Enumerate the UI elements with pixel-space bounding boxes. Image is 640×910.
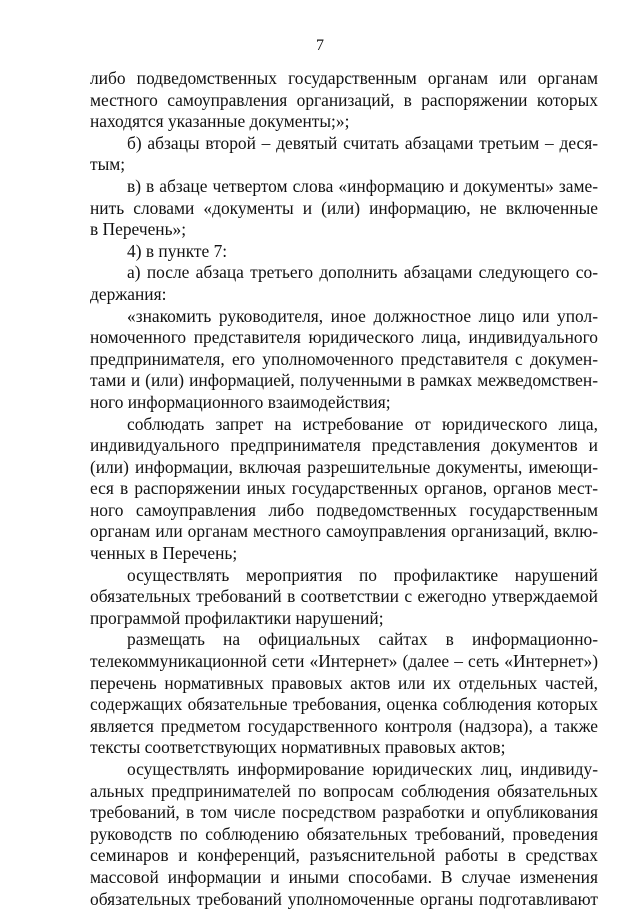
text-line: тексты соответствующих нормативных правовых актов;: [90, 737, 506, 758]
text-line: перечень нормативных правовых актов или их отдельных частей,: [90, 672, 598, 693]
text-line: либо подведомственных государственным органам или органам: [90, 68, 598, 88]
text-line: (или) информации, включая разрешительные документы, имеющи-: [90, 456, 598, 477]
text-line: является предметом государственного контроля (надзора), а также: [90, 715, 598, 736]
text-line: соблюдать запрет на истребование от юридического лица,: [127, 413, 598, 434]
text-line: телекоммуникационной сети «Интернет» (далее – сеть «Интернет»): [90, 651, 598, 672]
text-line: массовой информации и иными способами. В случае изменения: [90, 866, 598, 887]
text-line: альных предпринимателей по вопросам соблюдения обязательных: [90, 780, 598, 801]
text-line: ного информационного взаимодействия;: [90, 391, 391, 412]
text-line: семинаров и конференций, разъяснительной работы в средствах: [90, 845, 598, 866]
text-line: держания:: [90, 283, 167, 304]
text-line: еся в распоряжении иных государственных органов, органов мест-: [90, 478, 598, 499]
text-line: находятся указанные документы;»;: [90, 111, 350, 132]
text-line: органам или органам местного самоуправления организаций, вклю-: [90, 521, 598, 542]
text-line: нить словами «документы и (или) информацию, не включенные: [90, 197, 598, 218]
text-line: ченных в Перечень;: [90, 543, 238, 564]
text-line: б) абзацы второй – девятый считать абзацами третьим – деся-: [127, 132, 598, 153]
page-number: 7: [316, 37, 324, 54]
text-line: а) после абзаца третьего дополнить абзацами следующего со-: [127, 262, 598, 283]
text-line: тами и (или) информацией, полученными в рамках межведомствен-: [90, 370, 598, 391]
text-line: осуществлять информирование юридических лиц, индивиду-: [127, 759, 598, 779]
text-line: программой профилактики нарушений;: [90, 607, 384, 628]
text-line: обязательных требований в соответствии с ежегодно утверждаемой: [90, 586, 598, 607]
text-line: «знакомить руководителя, иное должностное лицо или упол-: [127, 305, 598, 326]
text-line: требований, в том числе посредством разработки и опубликования: [90, 802, 598, 823]
document-body: [90, 68, 598, 910]
text-line: осуществлять мероприятия по профилактике нарушений: [127, 564, 598, 585]
text-line: предпринимателя, его уполномоченного представителя с докумен-: [90, 348, 598, 369]
text-line: индивидуального предпринимателя представления документов и: [90, 435, 598, 456]
text-line: номоченного представителя юридического лица, индивидуального: [90, 327, 598, 348]
text-line: в Перечень»;: [90, 219, 187, 240]
text-line: в) в абзаце четвертом слова «информацию и документы» заме-: [127, 175, 598, 196]
text-line: размещать на официальных сайтах в информационно-: [127, 629, 598, 650]
text-line: обязательных требований уполномоченные органы подготавливают: [90, 888, 598, 909]
text-line: ного самоуправления либо подведомственных государственным: [90, 499, 598, 520]
text-line: 4) в пункте 7:: [127, 240, 228, 261]
text-line: тым;: [90, 154, 126, 175]
text-line: местного самоуправления организаций, в распоряжении которых: [90, 89, 598, 110]
text-line: руководств по соблюдению обязательных требований, проведения: [90, 823, 598, 844]
text-line: содержащих обязательные требования, оценка соблюдения которых: [90, 694, 598, 715]
